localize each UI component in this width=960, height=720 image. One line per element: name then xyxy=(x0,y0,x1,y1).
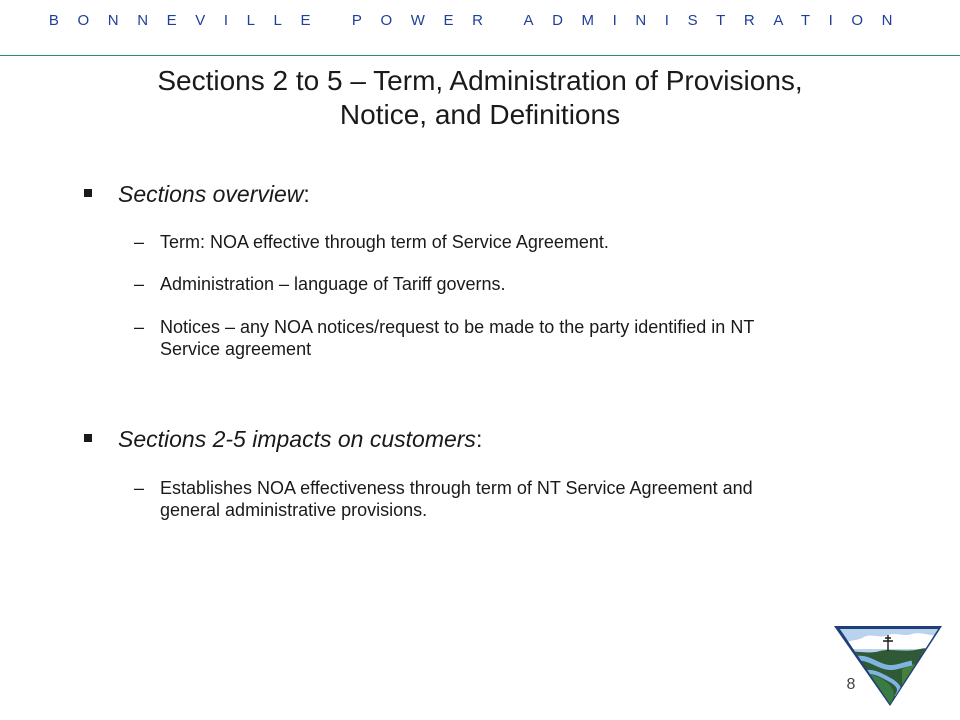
sub-bullet-term xyxy=(134,231,814,253)
dash-marker: – xyxy=(134,478,145,498)
sub-bullet-text: Establishes NOA effectiveness through term of NT Service Agreement and general administrative provisions. xyxy=(160,478,753,520)
sub-bullet-text: Notices – any NOA notices/request to be made to the party identified in NT Service agreement xyxy=(160,317,754,359)
sub-bullet-text: Term: NOA effective through term of Service Agreement. xyxy=(160,232,609,252)
bullet-impacts-on-customers xyxy=(84,426,482,453)
bullet-sections-overview xyxy=(84,181,310,208)
bullet-colon: : xyxy=(303,181,310,207)
square-bullet-icon xyxy=(84,189,92,197)
bullet-colon: : xyxy=(475,426,483,452)
bpa-triangle-logo-icon xyxy=(832,625,944,707)
dash-marker: – xyxy=(134,232,145,252)
bullet-heading: Sections overview xyxy=(118,181,304,207)
sub-bullet-text: Administration – language of Tariff governs. xyxy=(160,274,506,294)
organization-name: BONNEVILLE POWER ADMINISTRATION xyxy=(48,12,912,29)
dash-marker: – xyxy=(134,274,145,294)
sub-bullet-notices xyxy=(134,316,814,360)
page-number: 8 xyxy=(846,676,856,693)
square-bullet-icon xyxy=(84,434,92,442)
sub-bullet-administration xyxy=(134,273,814,295)
dash-marker: – xyxy=(134,317,145,337)
slide-title-line-2: Notice, and Definitions xyxy=(339,99,621,130)
slide-title-line-1: Sections 2 to 5 – Term, Administration of Provisions, xyxy=(157,65,803,96)
sub-bullet-establishes xyxy=(134,477,814,521)
bullet-heading: Sections 2-5 impacts on customers xyxy=(118,426,476,452)
